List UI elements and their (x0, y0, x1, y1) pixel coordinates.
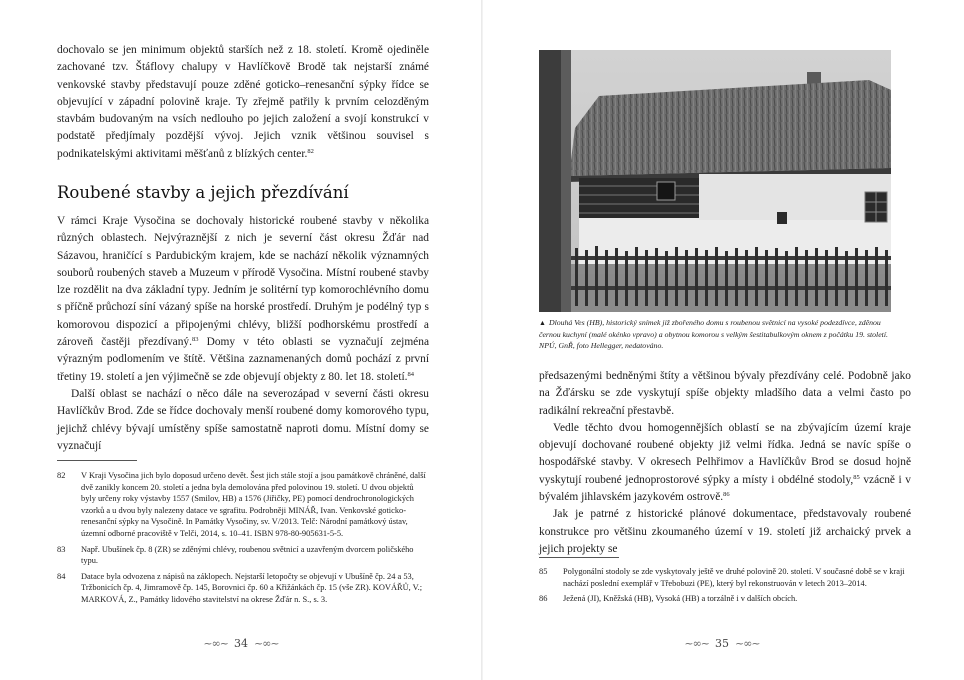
left-footnotes (57, 470, 429, 610)
footnote-rule (57, 460, 137, 461)
right-folio (672, 636, 772, 650)
historic-house-photo (539, 50, 891, 312)
page-number: 34 (234, 636, 248, 650)
right-text-block (539, 368, 911, 558)
right-page (482, 0, 964, 680)
ornament-right-icon: ~∞~ (735, 636, 760, 650)
right-paragraph-2: Vedle těchto dvou homogennějších oblastí se na zbývajícím území kraje objevují dochované roubené objekty již velmi řídka. Jedná se navíc spíše o hospodářské stavby. V okresech Pelhřimov a Havlíčkův Brod se dosud hojně vyskytují roubené jednoprostorové sýpky a místy i obdélné stodoly,$^{85}$ vzácně i v bývalém jihlavském jazykovém ostrově.$^{86}$ (539, 421, 912, 504)
right-footnotes (539, 566, 911, 609)
footnote-rule (539, 557, 619, 558)
footnote-ref-82[interactable]: 82 (307, 147, 314, 155)
left-paragraph-2-block (57, 213, 429, 455)
page-number: 35 (715, 636, 729, 650)
left-folio (191, 636, 291, 650)
footnote-84: 84 Datace byla odvozena z nápisů na záklopech. Nejstarší letopočty se objevují v Ubušíně čp. 24 a 53, Tržbonicích čp. 4, Jimramově čp. 145, Borovnici čp. 60 a Křižánkách čp. 15 (vše ZR). KOVÁŘŮ, V.; MARKOVÁ, Z., Památky lidového stavitelství na okrese Žďár n. S., s. 3. (57, 571, 423, 604)
right-paragraph-3: Jak je patrné z historické plánové dokumentace, představovaly roubené konstrukce pro většinu zkoumaného území v 19. století již archaický prvek a jejich projekty se (539, 508, 911, 555)
footnote-ref-86[interactable]: 86 (723, 491, 730, 499)
left-paragraph-1-block (57, 42, 429, 163)
ornament-left-icon: ~∞~ (203, 636, 228, 650)
footnote-85: 85 Polygonální stodoly se zde vyskytovaly ještě ve druhé polovině 20. století. V současné době se v kraji nachází poslední exemplář v Třebobuzi (PE), který byl rekonstruován v letech 2013–2014. (539, 567, 905, 588)
footnote-82: 82 V Kraji Vysočina jich bylo doposud určeno devět. Šest jich stále stojí a jsou památkově chráněné, další dvě zanikly koncem 20. století a jedna byla demolována před polovinou 19. století. U dvou objektů byly určeny roky výstavby 1557 (Smilov, HB) a 1576 (Jiřičky, PE) pomocí dendrochronologických vzorků a u dvou byly nalezeny datace ve sgrafitu. Podrobněji MINÁŘ, Ivan. Venkovské goticko-renesanční sýpky na Vysočině. In Památky Vysočiny, sv. V/2013. Telč: Národní památkový ústav, územní odborné pracoviště v Telči, 2014, s. 10–41. ISBN 978-80-905631-5-5. (57, 471, 426, 538)
left-paragraph-1: dochovalo se jen minimum objektů starších než z 18. století. Kromě ojediněle zachované tzv. Štáflovy chalupy v Havlíčkově Brodě tak nejstarší známé venkovské stavby představují pouze zděné goticko–renesanční sýpky řídce se objevující v západní polovině kraje. Ty zřejmě patřily k prvním celozděným stavbám budovaným na vsích nedlouho po jejich založení a svojí konstrukcí v podstatě předjímaly pozdější vývoj. Jejich vznik většinou souvisel s podnikatelskými aktivitami měšťanů z blízkých center.$^{82}$ (57, 44, 429, 160)
left-paragraph-3: Další oblast se nachází o něco dále na severozápad v severní části okresu Havlíčkův Brod. Zde se řídce dochovaly menší roubené domy komorového typu, jejichž chlévy bývají umístěny spíše samostatně naproti domu. Místní domy se vyznačují (57, 387, 429, 452)
right-paragraph-1: předsazenými bedněnými štíty a většinou bývaly přezdívány celé. Podobně jako na Žďársku se zde vyskytují spíše objekty mladšího data a velmi často po radikální rekreační přestavbě. (539, 370, 911, 417)
ornament-right-icon: ~∞~ (254, 636, 279, 650)
footnote-83: 83 Např. Ubušínek čp. 8 (ZR) se zděnými chlévy, roubenou světnicí a uzavřeným dvorcem poličského typu. (57, 544, 414, 566)
footnote-ref-85[interactable]: 85 (853, 473, 860, 481)
house-photo-illustration (539, 50, 891, 312)
ornament-left-icon: ~∞~ (684, 636, 709, 650)
caption-triangle-icon: ▲ (539, 319, 546, 327)
left-paragraph-2: V rámci Kraje Vysočina se dochovaly historické roubené stavby v několika různých oblastech. Nejvýraznější z nich je severní část okresu Žďár nad Sázavou, hraničící s Pardubickým krajem, kde se nachází několik významných souborů roubených staveb a Muzeum v přírodě Vysočina. Místní roubené stavby lze rozdělit na dva základní typy. Jedním je solitérní typ komorochlévního domu s příčně průchozí síní vázaný spíše na horské prostředí. Druhým je podélný typ s komorovou dispozicí a připojenými chlévy, bližší podhorskému prostředí a zároveň častěji přezdívaný.$^{83}$ Domy v této oblasti se vyznačují zejména výrazným podlomením ve štítě. Většina zaznamenaných domů pochází z první třetiny 19. století a jen výjimečně se zde objevují objekty z 80. let 18. století.$^{84}$ (57, 215, 429, 383)
footnote-86: 86 Ježená (JI), Kněžská (HB), Vysoká (HB) a torzálně i v dalších obcích. (539, 594, 798, 604)
section-heading: Roubené stavby a jejich přezdívání (57, 183, 349, 202)
footnote-ref-84[interactable]: 84 (407, 370, 414, 378)
photo-caption: ▲ Dlouhá Ves (HB), historický snímek již zbořeného domu s roubenou světnicí na vysoké podezdívce, zděnou černou kuchyní (malé okénko vpravo) a obytnou komorou s velkým šestitabulkovým oknem z počátku 19. století. NPÚ, GnŘ, foto Hellegger, nedatováno. (539, 318, 888, 351)
footnote-ref-83[interactable]: 83 (191, 336, 199, 344)
